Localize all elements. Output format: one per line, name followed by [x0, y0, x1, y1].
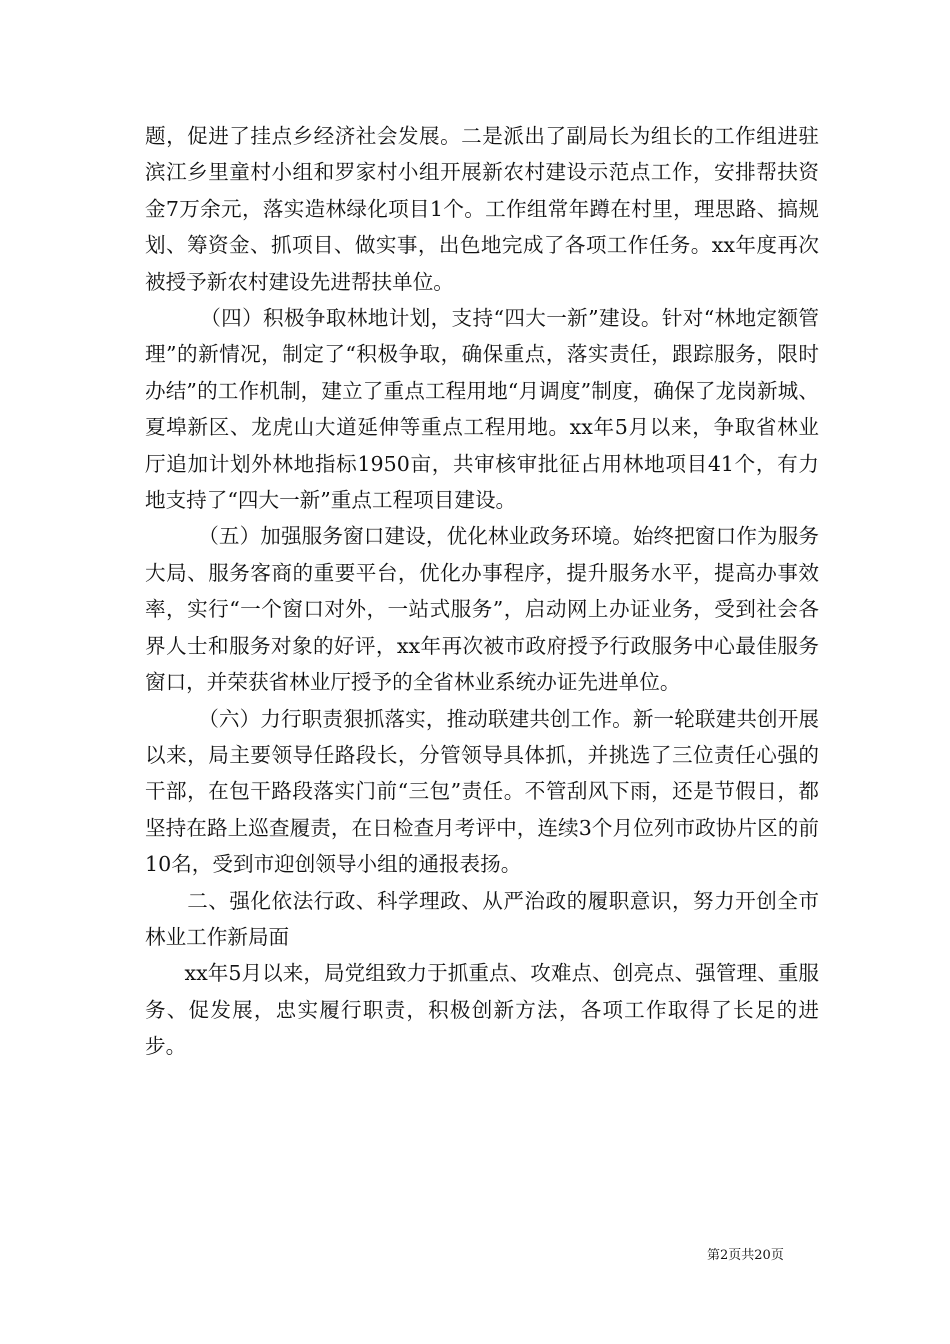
paragraph-3: （五）加强服务窗口建设，优化林业政务环境。始终把窗口作为服务大局、服务客商的重要平台，优化办事程序，提升服务水平，提高办事效率，实行“一个窗口对外，一站式服务”，启动网上办证业务，受到社会各界人士和服务对象的好评，xx年再次被市政府授予行政服务中心最佳服务窗口，并荣获省林业厅授予的全省林业系统办证先进单位。 [145, 524, 820, 695]
paragraph-2: （四）积极争取林地计划，支持“四大一新”建设。针对“林地定额管理”的新情况，制定了“积极争取，确保重点，落实责任，跟踪服务，限时办结”的工作机制，建立了重点工程用地“月调度”制度，确保了龙岗新城、夏埠新区、龙虎山大道延伸等重点工程用地。xx年5月以来，争取省林业厅追加计划外林地指标1950亩，共审核审批征占用林地项目41个，有力地支持了“四大一新”重点工程项目建设。 [145, 306, 819, 513]
document-body [145, 118, 819, 1065]
page-number: 第2页共20页 [707, 1248, 784, 1263]
paragraph-4: （六）力行职责狠抓落实，推动联建共创工作。新一轮联建共创开展以来，局主要领导任路段长，分管领导具体抓，并挑选了三位责任心强的干部，在包干路段落实门前“三包”责任。不管刮风下雨，还是节假日，都坚持在路上巡查履责，在日检查月考评中，连续3个月位列市政协片区的前10名，受到市迎创领导小组的通报表扬。 [145, 706, 820, 877]
paragraph-1: 题，促进了挂点乡经济社会发展。二是派出了副局长为组长的工作组进驻滨江乡里童村小组和罗家村小组开展新农村建设示范点工作，安排帮扶资金7万余元，落实造林绿化项目1个。工作组常年蹲在村里，理思路、搞规划、筹资金、抓项目、做实事，出色地完成了各项工作任务。xx年度再次被授予新农村建设先进帮扶单位。 [145, 124, 819, 294]
section-heading: 二、强化依法行政、科学理政、从严治政的履职意识，努力开创全市林业工作新局面 [145, 888, 820, 949]
paragraph-5: xx年5月以来，局党组致力于抓重点、攻难点、创亮点、强管理、重服务、促发展，忠实履行职责，积极创新方法，各项工作取得了长足的进步。 [145, 961, 820, 1059]
